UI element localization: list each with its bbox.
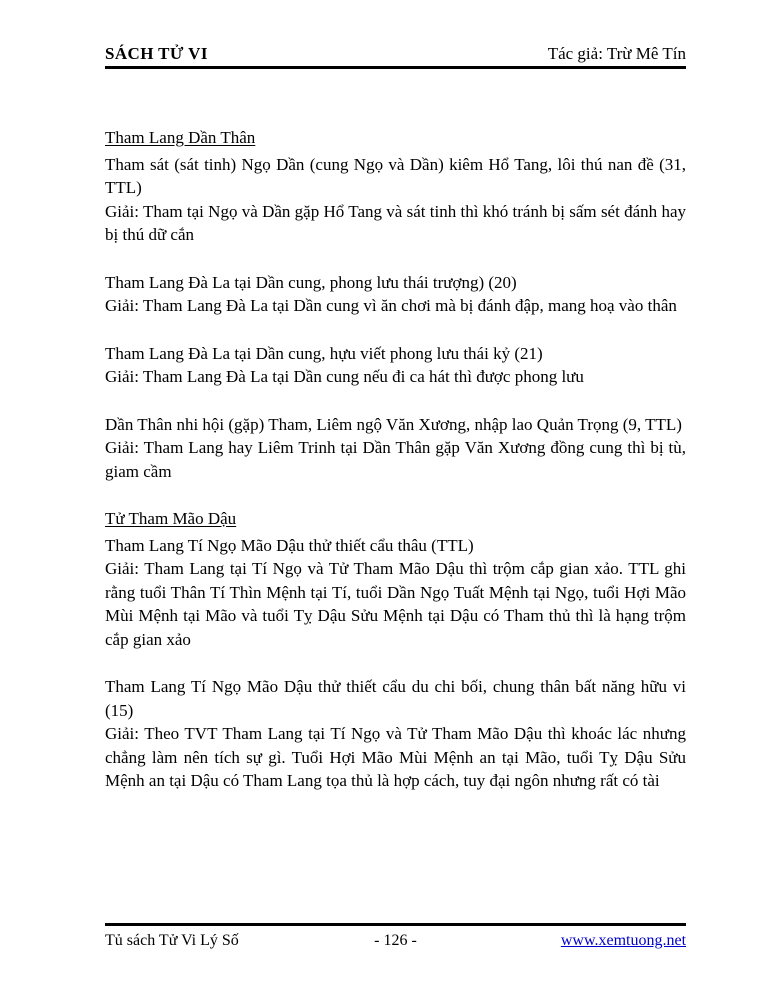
verse-group (105, 675, 686, 793)
verse-statement: Tham Lang Tí Ngọ Mão Dậu thử thiết cẩu du chi bối, chung thân bất năng hữu vi (15) (105, 677, 686, 720)
verse-explanation: Giải: Tham Lang tại Tí Ngọ và Tử Tham Mão Dậu thì trộm cắp gian xảo. TTL ghi rằng tuổi Thân Tí Thìn Mệnh tại Tí, tuổi Dần Ngọ Tuất Mệnh tại Ngọ, tuổi Hợi Mão Mùi Mệnh tại Mão và tuổi Tỵ Dậu Sửu Mệnh tại Dậu có Tham thủ thì là hạng trộm cắp gian xảo (105, 559, 686, 649)
verse-statement: Tham Lang Đà La tại Dần cung, hựu viết phong lưu thái kỷ (21) (105, 343, 543, 363)
page-content (105, 126, 686, 793)
verse-group (105, 342, 686, 389)
verse-statement: Tham Lang Tí Ngọ Mão Dậu thử thiết cẩu thâu (TTL) (105, 535, 474, 555)
verse-statement: Dần Thân nhi hội (gặp) Tham, Liêm ngộ Văn Xương, nhập lao Quản Trọng (9, TTL) (105, 414, 682, 434)
verse-explanation: Giải: Tham Lang hay Liêm Trinh tại Dần Thân gặp Văn Xương đồng cung thì bị tù, giam cầm (105, 438, 686, 481)
section-heading-text: Tử Tham Mão Dậu (105, 509, 237, 528)
verse-statement: Tham sát (sát tinh) Ngọ Dần (cung Ngọ và Dần) kiêm Hổ Tang, lôi thú nan đề (31, TTL) (105, 154, 686, 197)
section-tu-tham-mao-dau (105, 507, 686, 793)
section-heading-text: Tham Lang Dần Thân (105, 128, 256, 147)
section-heading (105, 126, 686, 150)
verse-group (105, 153, 686, 247)
book-title: SÁCH TỬ VI (105, 44, 208, 63)
footer-link-wrap (492, 931, 686, 950)
verse-group (105, 413, 686, 484)
verse-group (105, 534, 686, 652)
website-link[interactable]: www.xemtuong.net (560, 932, 687, 949)
section-heading (105, 507, 686, 531)
verse-explanation: Giải: Theo TVT Tham Lang tại Tí Ngọ và Tử Tham Mão Dậu thì khoác lác nhưng chẳng làm nên tích sự gì. Tuổi Hợi Mão Mùi Mệnh an tại Mão, tuổi Tỵ Dậu Sửu Mệnh an tại Dậu có Tham Lang tọa thủ là hợp cách, tuy đại ngôn nhưng rất có tài (105, 724, 686, 790)
footer-page-number: - 126 - (374, 932, 417, 949)
verse-explanation: Giải: Tham Lang Đà La tại Dần cung nếu đi ca hát thì được phong lưu (105, 367, 584, 386)
verse-statement: Tham Lang Đà La tại Dần cung, phong lưu thái trượng) (20) (105, 272, 517, 292)
footer-series-title: Tủ sách Tử Vi Lý Số (105, 932, 239, 949)
verse-explanation: Giải: Tham tại Ngọ và Dần gặp Hổ Tang và sát tinh thì khó tránh bị sấm sét đánh hay bị thú dữ cắn (105, 201, 686, 244)
verse-explanation: Giải: Tham Lang Đà La tại Dần cung vì ăn chơi mà bị đánh đập, mang hoạ vào thân (105, 296, 677, 315)
header-author: Tác giả: Trừ Mê Tín (547, 44, 686, 63)
section-tham-lang-dan-than (105, 126, 686, 483)
page-header (105, 44, 686, 69)
page-footer (105, 923, 686, 950)
verse-group (105, 271, 686, 318)
